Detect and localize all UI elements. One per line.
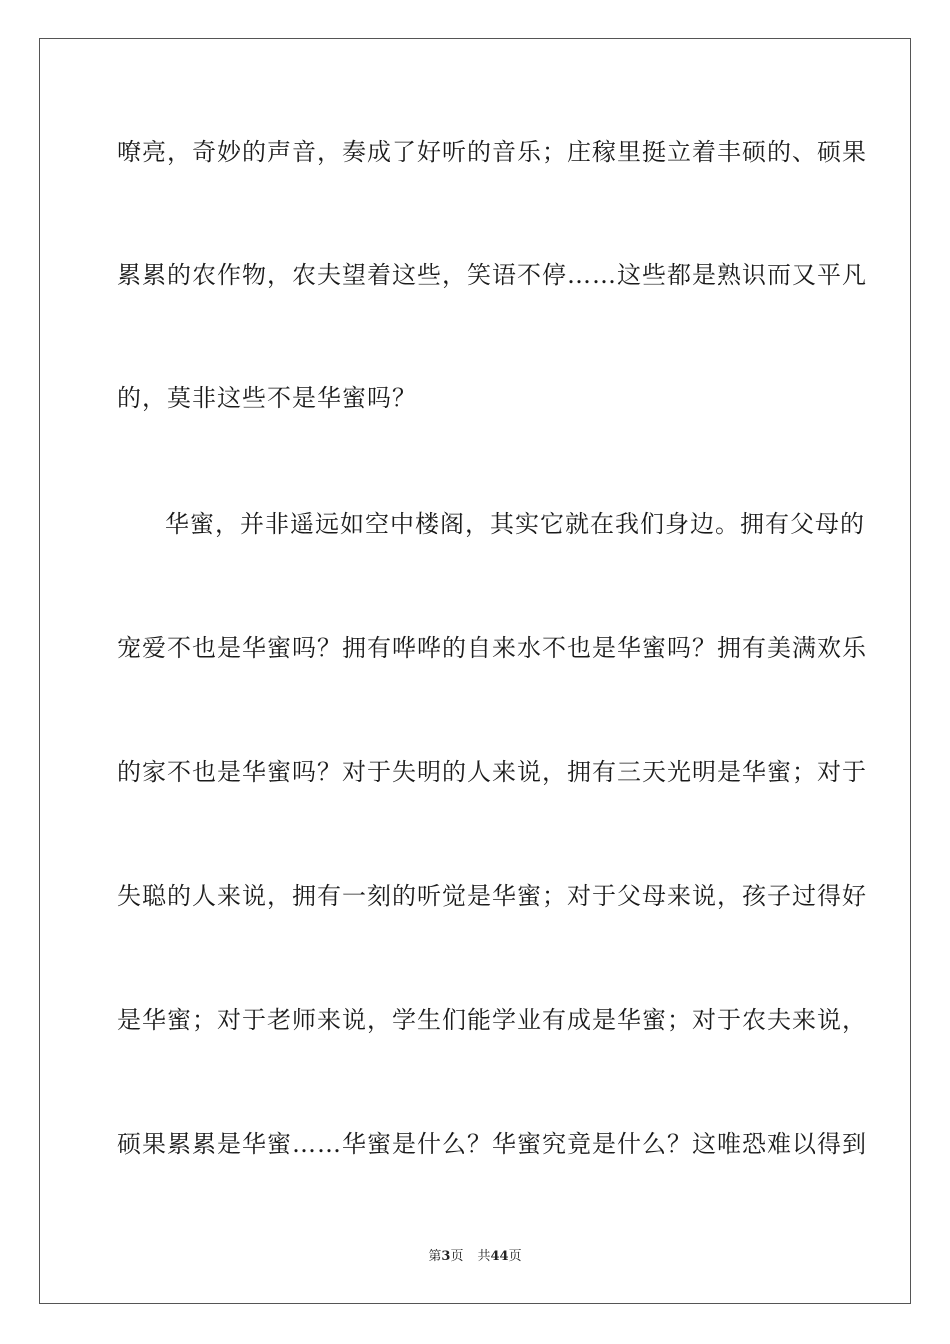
text-line-6: 的家不也是华蜜吗？对于失明的人来说，拥有三天光明是华蜜；对于 <box>117 758 867 786</box>
text-line-4-paragraph-start: 华蜜，并非遥远如空中楼阁，其实它就在我们身边。拥有父母的 <box>165 510 865 538</box>
text-line-3: 的，莫非这些不是华蜜吗？ <box>117 384 417 412</box>
total-pages: 44 <box>490 1249 509 1264</box>
page-suffix: 页 <box>450 1249 464 1264</box>
page-border <box>39 38 911 1304</box>
text-line-1: 嘹亮，奇妙的声音，奏成了好听的音乐；庄稼里挺立着丰硕的、硕果 <box>117 138 867 166</box>
text-line-2: 累累的农作物，农夫望着这些，笑语不停……这些都是熟识而又平凡 <box>117 261 867 289</box>
total-prefix: 共 <box>477 1249 491 1264</box>
text-line-9: 硕果累累是华蜜……华蜜是什么？华蜜究竟是什么？这唯恐难以得到 <box>117 1130 867 1158</box>
text-line-8: 是华蜜；对于老师来说，学生们能学业有成是华蜜；对于农夫来说， <box>117 1006 867 1034</box>
total-suffix: 页 <box>508 1249 522 1264</box>
page-prefix: 第 <box>428 1249 442 1264</box>
text-line-5: 宠爱不也是华蜜吗？拥有哗哗的自来水不也是华蜜吗？拥有美满欢乐 <box>117 634 867 662</box>
page-number: 3 <box>441 1249 451 1264</box>
page-footer <box>0 1248 950 1266</box>
text-line-7: 失聪的人来说，拥有一刻的听觉是华蜜；对于父母来说，孩子过得好 <box>117 882 867 910</box>
